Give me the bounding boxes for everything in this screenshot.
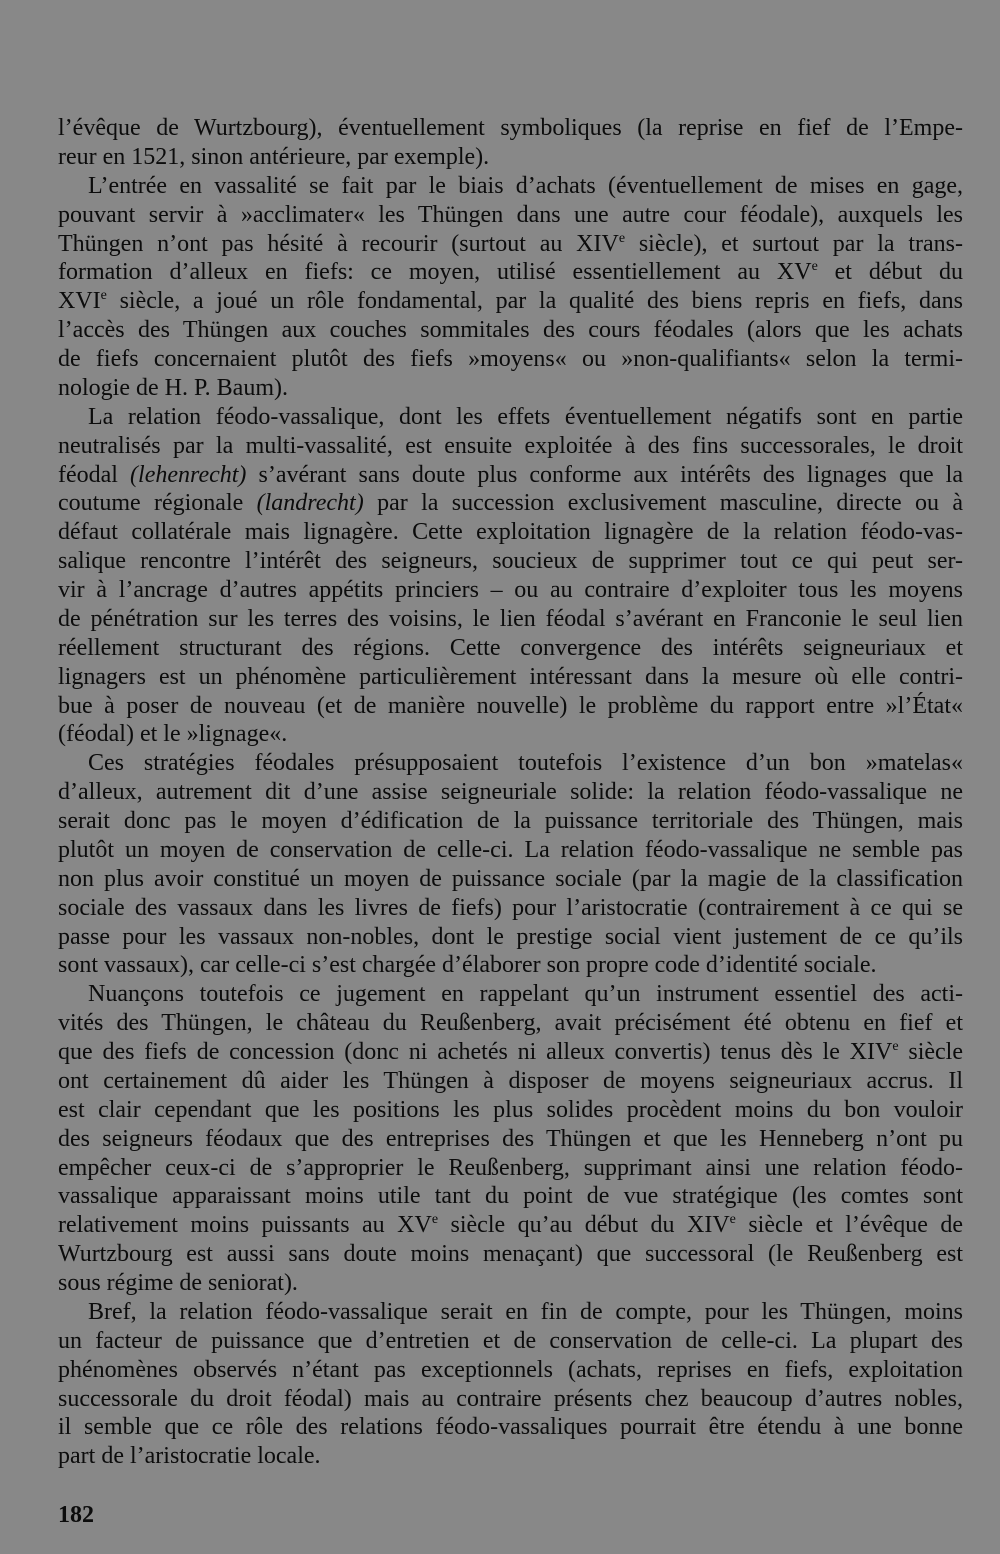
text-line <box>58 258 963 287</box>
text-line: d’alleux, autrement dit d’une assise seigneuriale solide: la relation féodo-vassalique ne <box>58 779 963 806</box>
text-line: serait donc pas le moyen d’édification de la puissance territoriale des Thüngen, mais <box>58 808 963 834</box>
superscript: e <box>618 230 626 246</box>
text-line <box>58 489 963 518</box>
text-segment: et début du <box>817 259 964 286</box>
text-line: défaut collatérale mais lignagère. Cette exploitation lignagère de la relation féodo-vas- <box>58 519 963 546</box>
text-line: un facteur de puissance que d’entretien et de conservation de celle-ci. La plupart des <box>58 1327 963 1354</box>
superscript: e <box>892 1039 899 1054</box>
text-segment: siècle <box>898 1039 963 1065</box>
text-line: l’accès des Thüngen aux couches sommitales des cours féodales (alors que les achats <box>58 317 963 344</box>
superscript: e <box>431 1212 439 1228</box>
text-line: pouvant servir à »acclimater« les Thüngen dans une autre cour féodale), auxquels les <box>58 201 963 228</box>
paragraph <box>58 749 963 980</box>
text-line: vir à l’ancrage d’autres appétits princiers – ou au contraire d’exploiter tous les moyens <box>58 577 963 603</box>
text-line: nologie de H. P. Baum). <box>58 374 288 401</box>
text-segment: siècle), et surtout par la trans- <box>625 230 963 257</box>
text-line: vités des Thüngen, le château du Reußenberg, avait précisément été obtenu en fief et <box>58 1010 963 1037</box>
superscript: e <box>811 259 818 275</box>
superscript: e <box>729 1212 736 1228</box>
text-line <box>58 287 963 316</box>
text-line: part de l’aristocratie locale. <box>58 1443 321 1470</box>
paragraph <box>58 1298 963 1471</box>
text-line: l’évêque de Wurtzbourg), éventuellement symboliques (la reprise en fief de l’Empe- <box>58 115 963 141</box>
text-line: (féodal) et le »lignage«. <box>58 721 288 748</box>
text-segment: féodal <box>58 461 131 488</box>
text-segment: relativement moins puissants au XV <box>58 1212 432 1239</box>
text-line: bue à poser de nouveau (et de manière nouvelle) le problème du rapport entre »l’État« <box>58 692 963 719</box>
text-line <box>58 461 963 490</box>
text-segment: coutume régionale <box>58 490 257 517</box>
text-line: sociale des vassaux dans les livres de fiefs) pour l’aristocratie (contrairement à ce qui se <box>58 894 963 921</box>
text-line: Bref, la relation féodo-vassalique serait en fin de compte, pour les Thüngen, moins <box>88 1298 963 1325</box>
text-line: Nuançons toutefois ce jugement en rappelant qu’un instrument essentiel des acti- <box>88 981 963 1008</box>
italic-term: (lehenrecht) <box>130 461 247 488</box>
paragraph <box>58 114 963 172</box>
text-line: des seigneurs féodaux que des entreprises des Thüngen et que les Henneberg n’ont pu <box>58 1125 963 1152</box>
text-line: lignagers est un phénomène particulièrement intéressant dans la mesure où elle contri- <box>58 663 963 690</box>
text-line: Wurtzbourg est aussi sans doute moins menaçant) que successoral (le Reußenberg est <box>58 1241 963 1268</box>
paragraph <box>58 172 963 403</box>
text-line: empêcher ceux-ci de s’approprier le Reußenberg, supprimant ainsi une relation féodo- <box>58 1154 963 1181</box>
text-segment: s’avérant sans doute plus conforme aux intérêts des lignages que la <box>246 461 964 488</box>
paragraph <box>58 980 963 1298</box>
text-segment: formation d’alleux en fiefs: ce moyen, utilisé essentiellement au XV <box>58 259 812 286</box>
text-line: sous régime de seniorat). <box>58 1270 298 1296</box>
text-line: reur en 1521, sinon antérieure, par exemple). <box>58 143 490 170</box>
text-line: passe pour les vassaux non-nobles, dont le prestige social vient justement de ce qu’ils <box>58 923 963 950</box>
text-line <box>58 1038 963 1067</box>
text-line: successorale du droit féodal) mais au contraire présents chez beaucoup d’autres nobles, <box>58 1385 963 1412</box>
text-segment: par la succession exclusivement masculine, directe ou à <box>363 490 963 517</box>
text-segment: Thüngen n’ont pas hésité à recourir (surtout au XIV <box>58 230 619 257</box>
text-line: La relation féodo-vassalique, dont les effets éventuellement négatifs sont en partie <box>88 403 963 430</box>
page-number: 182 <box>58 1502 94 1528</box>
text-line: non plus avoir constitué un moyen de puissance sociale (par la magie de la classification <box>58 865 963 892</box>
text-line: de fiefs concernaient plutôt des fiefs »moyens« ou »non-qualifiants« selon la termi- <box>58 346 963 372</box>
text-line: est clair cependant que les positions les plus solides procèdent moins du bon vouloir <box>58 1096 963 1123</box>
text-line: L’entrée en vassalité se fait par le biais d’achats (éventuellement de mises en gage, <box>88 172 963 199</box>
text-line: Ces stratégies féodales présupposaient toutefois l’existence d’un bon »matelas« <box>88 750 963 777</box>
text-line: neutralisés par la multi-vassalité, est ensuite exploitée à des fins successorales, le droit <box>58 432 963 459</box>
superscript: e <box>100 288 107 304</box>
text-line: sont vassaux), car celle-ci s’est chargée d’élaborer son propre code d’identité sociale. <box>58 952 877 979</box>
text-line: phénomènes observés n’étant pas exceptionnels (achats, reprises en fiefs, exploitation <box>58 1356 963 1383</box>
italic-term: (landrecht) <box>256 490 364 517</box>
text-line: réellement structurant des régions. Cette convergence des intérêts seigneuriaux et <box>58 634 963 661</box>
text-line: de pénétration sur les terres des voisins, le lien féodal s’avérant en Franconie le seul lien <box>58 605 963 632</box>
text-segment: XVI <box>58 288 101 315</box>
text-line: vassalique apparaissant moins utile tant du point de vue stratégique (les comtes sont <box>58 1183 963 1210</box>
text-line <box>58 1211 963 1240</box>
text-segment: que des fiefs de concession (donc ni achetés ni alleux convertis) tenus dès le XIV <box>58 1039 893 1065</box>
text-line: plutôt un moyen de conservation de celle-ci. La relation féodo-vassalique ne semble pas <box>58 836 963 863</box>
paragraph <box>58 403 963 750</box>
text-body <box>58 114 963 1471</box>
text-segment: siècle, a joué un rôle fondamental, par la qualité des biens repris en fiefs, dans <box>106 288 963 315</box>
text-line: ont certainement dû aider les Thüngen à disposer de moyens seigneuriaux accrus. Il <box>58 1067 963 1094</box>
text-segment: siècle et l’évêque de <box>735 1212 963 1239</box>
text-line: salique rencontre l’intérêt des seigneurs, soucieux de supprimer tout ce qui peut ser- <box>58 548 963 575</box>
text-segment: siècle qu’au début du XIV <box>438 1212 730 1239</box>
text-line <box>58 230 963 259</box>
text-line: il semble que ce rôle des relations féodo-vassaliques pourrait être étendu à une bonne <box>58 1414 963 1441</box>
